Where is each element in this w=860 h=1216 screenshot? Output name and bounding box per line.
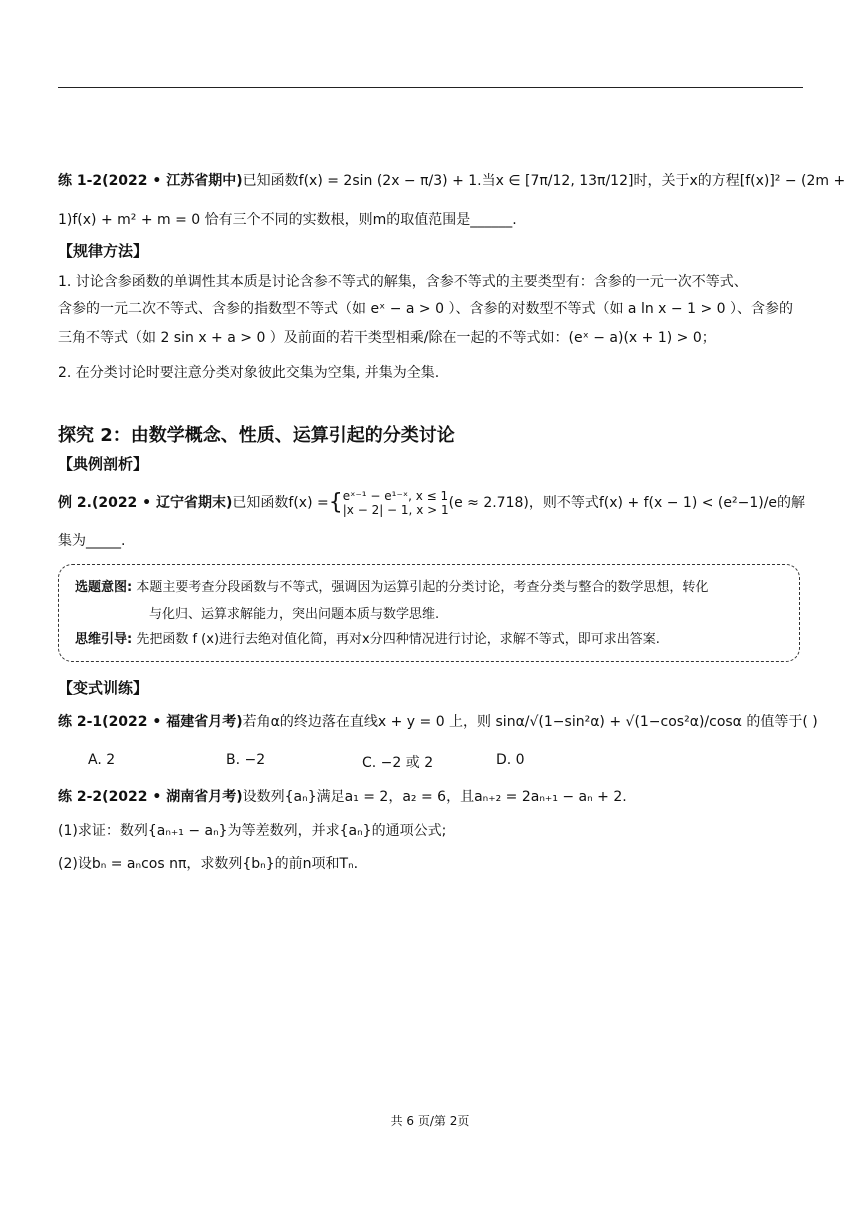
example-text-b: (e ≈ 2.718)，则不等式f(x) + f(x − 1) < (e²−1)/e的解 [448, 495, 806, 511]
example-source: (2022 • 辽宁省期末) [91, 495, 233, 511]
option-b: B. −2 [226, 752, 266, 768]
example-text-a: 已知函数f(x) = [232, 495, 329, 511]
piece-2: |x − 2| − 1, x > 1 [342, 503, 449, 517]
variant-heading: 【变式训练】 [58, 679, 149, 697]
intent-label: 选题意图: [75, 580, 133, 595]
method-line-3: 三角不等式（如 2 sin x + a > 0 ）及前面的若干类型相乘/除在一起的不等式如：(eˣ − a)(x + 1) > 0； [58, 330, 716, 346]
option-c: C. −2 或 2 [362, 755, 434, 771]
piecewise [343, 489, 449, 517]
problem-text: 设数列{aₙ}满足a₁ = 2，a₂ = 6，且aₙ₊₂ = 2aₙ₊₁ − aₙ + 2. [242, 789, 627, 805]
guide-label: 思维引导: [75, 632, 133, 647]
problem-1-2-line1 [58, 170, 846, 192]
problem-2-1 [58, 711, 818, 733]
question-2: (2)设bₙ = aₙcos nπ，求数列{bₙ}的前n项和Tₙ. [58, 856, 359, 872]
problem-label: 练 2-1 [58, 714, 103, 730]
intent-row-2: 与化归、运算求解能力，突出问题本质与数学思维. [149, 607, 440, 622]
problem-label: 练 1-2 [58, 173, 103, 189]
problem-2-2 [58, 786, 803, 808]
question-1: (1)求证：数列{aₙ₊₁ − aₙ}为等差数列，并求{aₙ}的通项公式; [58, 823, 447, 839]
guide-text: 先把函数 f (x)进行去绝对值化简，再对x分四种情况进行讨论，求解不等式，即可求出答案. [136, 632, 660, 647]
example-2-line1 [58, 489, 806, 517]
method-line-2: 含参的一元二次不等式、含参的指数型不等式（如 eˣ − a > 0 ）、含参的对数型不等式（如 a ln x − 1 > 0 ）、含参的 [58, 301, 793, 317]
page-footer: 共 6 页/第 2页 [390, 1114, 470, 1128]
problem-label: 练 2-2 [58, 789, 103, 805]
problem-1-2-line2: 1)f(x) + m² + m = 0 恰有三个不同的实数根，则m的取值范围是______. [58, 212, 517, 228]
example-label: 例 2. [58, 495, 92, 511]
method-line-1: 1. 讨论含参函数的单调性其本质是讨论含参不等式的解集，含参不等式的主要类型有：含参的一元一次不等式、 [58, 274, 748, 290]
brace: { [328, 490, 343, 515]
intent-text: 本题主要考查分段函数与不等式，强调因为运算引起的分类讨论，考查分类与整合的数学思想，转化 [136, 580, 709, 595]
method-line-4: 2. 在分类讨论时要注意分类对象彼此交集为空集, 并集为全集. [58, 365, 440, 381]
option-d: D. 0 [496, 752, 525, 768]
option-a: A. 2 [88, 752, 116, 768]
piece-1: eˣ⁻¹ − e¹⁻ˣ, x ≤ 1 [342, 489, 449, 503]
example-2-line2: 集为_____. [58, 533, 126, 549]
problem-source: (2022 • 福建省月考) [102, 714, 243, 730]
intent-row [75, 577, 708, 599]
method-heading: 【规律方法】 [58, 242, 149, 260]
guide-row [75, 629, 660, 651]
problem-text: 若角α的终边落在直线x + y = 0 上，则 sinα/√(1−sin²α) + √(1−cos²α)/cosα 的值等于( ) [242, 714, 818, 730]
problem-source: (2022 • 湖南省月考) [102, 789, 243, 805]
header-rule [58, 87, 803, 88]
hint-box [58, 564, 800, 662]
section-title: 探究 2：由数学概念、性质、运算引起的分类讨论 [58, 425, 455, 446]
example-heading: 【典例剖析】 [58, 455, 149, 473]
problem-text: 已知函数f(x) = 2sin (2x − π/3) + 1.当x ∈ [7π/12, 13π/12]时，关于x的方程[f(x)]² − (2m + [242, 173, 846, 189]
problem-source: (2022 • 江苏省期中) [102, 173, 243, 189]
